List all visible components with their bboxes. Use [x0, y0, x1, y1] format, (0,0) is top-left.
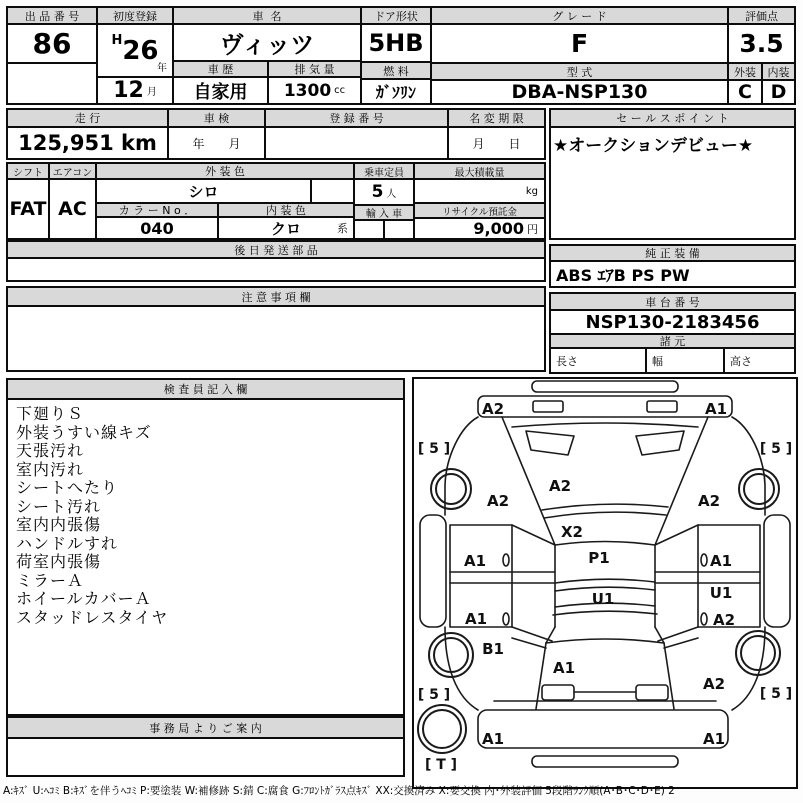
marker-hood: A1	[552, 659, 576, 677]
hood-side-left	[536, 643, 546, 709]
mileage-box	[6, 108, 169, 160]
later-parts-value	[8, 257, 544, 280]
max-load-value	[415, 178, 544, 202]
int-color-value: クロ 系	[217, 218, 353, 238]
shaken-header: 車 検	[169, 110, 264, 126]
marker-tire-front-left: [ 5 ]	[417, 687, 451, 703]
damage-code-legend: A:ｷｽﾞ U:ﾍｺﾐ B:ｷｽﾞを伴うﾍｺﾐ P:要塗装 W:補修跡 S:錆 C:腐食 G:ﾌﾛﾝﾄｶﾞﾗｽ点ｷｽﾞ XX:交換済み X:要交換 内･外装評価 5段階ﾗﾝｸ順(A･B･C･D･E) 2	[3, 785, 675, 797]
office-box	[6, 716, 405, 777]
marker-rear-bumper-right: A1	[704, 400, 728, 418]
a-pillar-left-1	[512, 627, 552, 641]
interior-grade: D	[761, 81, 794, 103]
door-shape-value: 5HB	[362, 23, 430, 61]
aircon-value: AC	[50, 178, 95, 238]
later-parts-box	[6, 240, 546, 282]
marker-quarter-left: A2	[486, 492, 510, 510]
rear-window-left	[526, 431, 574, 455]
import-car-header: 輸 入 車	[355, 204, 413, 219]
first-reg-header: 初度登録	[98, 8, 172, 23]
spec-width: 幅	[645, 349, 723, 372]
marker-door-rear-left: A1	[463, 552, 487, 570]
displacement-unit: cc	[334, 85, 346, 97]
tail-lamp-left	[533, 401, 563, 412]
exterior-header: 外装	[729, 64, 761, 79]
shift-value: FAT	[8, 178, 48, 238]
roof-top-edge	[555, 542, 655, 546]
inspector-note: 外装うすい線キズ	[16, 422, 152, 442]
marker-tire-rear-right: [ 5 ]	[759, 441, 793, 457]
spare-tire-inner	[423, 710, 461, 748]
shift-header: シフト	[8, 164, 48, 178]
equipment-value: ABS ｴｱB PS PW	[551, 260, 794, 286]
rocker-panel-left	[420, 515, 446, 627]
inspector-notes	[8, 398, 403, 714]
rear-glass-band-2	[544, 512, 666, 518]
rear-window-right	[636, 431, 684, 455]
door-handle-front-left	[503, 613, 509, 625]
rear-glass-band-1	[542, 504, 668, 510]
marker-spare-tire: [ T ]	[424, 757, 458, 773]
grille-right	[636, 685, 668, 700]
int-color-suffix: 系	[337, 222, 348, 235]
model-code-value: DBA-NSP130	[432, 79, 727, 103]
sales-point-header: セ ー ル ス ポ イ ン ト	[551, 110, 794, 126]
cautions-box	[6, 286, 546, 372]
max-load-header: 最大積載量	[415, 164, 544, 178]
car-name-box	[172, 6, 362, 105]
import-car-cell-1	[355, 221, 383, 238]
equipment-header: 純 正 装 備	[551, 246, 794, 260]
a-pillar-right-2	[664, 638, 698, 648]
sales-point-box	[549, 108, 796, 240]
marker-door-front-right: A2	[712, 611, 736, 629]
shaken-value: 年 月	[169, 126, 264, 158]
ext-color-header: 外 装 色	[97, 164, 353, 178]
capacity-box	[353, 162, 415, 240]
marker-fender-front-right: A2	[702, 675, 726, 693]
wheel-front-right	[736, 631, 780, 675]
marker-rear-bumper-left: A2	[481, 400, 505, 418]
aircon-header: エアコン	[50, 164, 95, 178]
shaken-box	[167, 108, 266, 160]
marker-rear-glass: A2	[548, 477, 572, 495]
roof-band-1	[555, 579, 655, 583]
marker-front-bumper-right: A1	[702, 730, 726, 748]
later-parts-header: 後 日 発 送 部 品	[8, 242, 544, 257]
door-shape-box	[360, 6, 432, 105]
ext-color-value: シロ	[188, 182, 219, 201]
first-reg-box	[96, 6, 174, 105]
wheel-rear-right-inner	[744, 474, 774, 504]
marker-tire-rear-left: [ 5 ]	[417, 441, 451, 457]
front-bumper	[478, 710, 728, 748]
name-change-value: 月 日	[449, 126, 544, 158]
spec-length: 長さ	[556, 354, 578, 368]
marker-fender-front-left: B1	[482, 640, 504, 658]
score-box	[727, 6, 796, 105]
marker-center-mid: U1	[591, 590, 615, 608]
capacity-unit: 人	[386, 188, 397, 200]
mileage-value: 125,951 km	[8, 126, 167, 158]
inspector-note: シート汚れ	[16, 496, 102, 516]
a-pillar-right-1	[658, 627, 698, 641]
grade-box	[430, 6, 729, 105]
sales-point-value: ★オークションデビュー★	[551, 126, 794, 238]
marker-hatch: X2	[560, 523, 584, 541]
door-handle-rear-left	[503, 554, 509, 566]
chassis-header: 車 台 番 号	[551, 294, 794, 309]
int-color-header: 内 装 色	[217, 204, 353, 216]
auction-no-box	[6, 6, 98, 105]
first-reg-month: 12 月	[98, 76, 172, 103]
car-top-view-diagram	[414, 379, 796, 787]
capacity-value: 5 人	[355, 178, 413, 204]
first-reg-month-unit: 月	[146, 87, 157, 98]
chassis-value: NSP130-2183456	[551, 309, 794, 333]
tail-lamp-right	[647, 401, 677, 412]
history-header: 車 歴	[174, 62, 267, 76]
office-header: 事 務 局 よ り ご 案 内	[8, 718, 403, 737]
name-change-box	[447, 108, 546, 160]
front-bumper-strip	[532, 756, 678, 767]
door-shape-header: ドア形状	[362, 8, 430, 23]
shift-box	[6, 162, 50, 240]
marker-front-bumper-left: A1	[481, 730, 505, 748]
wheel-front-right-inner	[741, 636, 775, 670]
grade-value: F	[432, 23, 727, 62]
car-name-value: ヴィッツ	[174, 23, 360, 60]
first-reg-year-unit: 年	[157, 63, 167, 74]
inspector-note: 荷室内張傷	[16, 552, 102, 571]
inspector-note: ハンドルすれ	[16, 533, 119, 553]
max-load-unit: kg	[525, 185, 538, 197]
rear-bumper-strip	[532, 381, 678, 392]
cautions-header: 注 意 事 項 欄	[8, 288, 544, 305]
wheel-rear-left-inner	[436, 474, 466, 504]
door-handle-front-right	[701, 613, 707, 625]
wheel-front-left-inner	[434, 638, 468, 672]
recycle-header: リサイクル預託金	[415, 202, 544, 217]
marker-roof: P1	[588, 549, 610, 567]
color-no-header: カ ラ ー N o ．	[97, 204, 217, 216]
max-load-box	[413, 162, 546, 240]
rocker-panel-right	[764, 515, 790, 627]
aircon-box	[48, 162, 97, 240]
inspector-note: 室内内張傷	[16, 515, 102, 534]
first-reg-era: H	[111, 33, 123, 48]
ext-color-extra	[310, 180, 353, 202]
name-change-header: 名 変 期 限	[449, 110, 544, 126]
fuel-value: ｶﾞｿﾘﾝ	[362, 78, 430, 103]
mileage-header: 走 行	[8, 110, 167, 126]
marker-quarter-right: A2	[697, 492, 721, 510]
first-reg-year: H 26 年	[98, 23, 172, 76]
windshield-top-2	[553, 611, 657, 615]
spec-height: 高さ	[723, 349, 794, 372]
inspector-note: 下廻りＳ	[16, 404, 85, 423]
grille-left	[542, 685, 574, 700]
color-box	[95, 162, 355, 240]
recycle-value: 9,000 円	[415, 217, 544, 238]
inspector-note: 室内汚れ	[16, 459, 85, 479]
specs-header: 諸 元	[551, 333, 794, 347]
marker-door-front-left: A1	[464, 610, 488, 628]
chassis-box	[549, 292, 796, 374]
damage-diagram-box	[412, 377, 798, 789]
auction-no-empty	[8, 62, 96, 103]
equipment-box	[549, 244, 796, 288]
displacement-header: 排 気 量	[267, 62, 360, 76]
recycle-unit: 円	[527, 222, 538, 236]
cautions-value	[8, 305, 544, 370]
displacement-value: 1300 cc	[267, 78, 360, 103]
rear-glass-top	[512, 423, 698, 427]
score-header: 評価点	[729, 8, 794, 23]
inspector-note: 天張汚れ	[16, 441, 85, 460]
office-value	[8, 737, 403, 775]
inspector-note: ミラーＡ	[16, 570, 85, 590]
auction-no-value: 86	[8, 23, 96, 62]
reg-no-header: 登 録 番 号	[266, 110, 447, 126]
grade-header: グ レ ー ド	[432, 8, 727, 23]
a-pillar-left-2	[512, 638, 546, 648]
marker-tire-front-right: [ 5 ]	[759, 686, 793, 702]
color-no-value: 040	[140, 218, 174, 238]
windshield-bottom	[546, 639, 664, 643]
marker-door-rear-right: A1	[709, 552, 733, 570]
history-value: 自家用	[193, 81, 248, 103]
spare-tire	[418, 705, 466, 753]
model-code-header: 型 式	[432, 62, 727, 79]
score-value: 3.5	[729, 23, 794, 62]
inspector-note: ホイールカバーＡ	[16, 589, 152, 608]
rear-panel	[478, 396, 732, 417]
door-handle-rear-right	[701, 554, 707, 566]
inspector-header: 検 査 員 記 入 欄	[8, 380, 403, 398]
inspector-note: スタッドレスタイヤ	[16, 607, 169, 627]
reg-no-box	[264, 108, 449, 160]
fuel-header: 燃 料	[362, 61, 430, 78]
car-name-header: 車 名	[174, 8, 360, 23]
hood-side-right	[664, 643, 674, 709]
import-car-cell-2	[383, 221, 413, 238]
auction-no-header: 出 品 番 号	[8, 8, 96, 23]
capacity-header: 乗車定員	[355, 164, 413, 178]
exterior-grade: C	[738, 81, 752, 103]
inspector-note: シートへたり	[16, 478, 119, 497]
marker-right-mid: U1	[709, 584, 733, 602]
inspector-box	[6, 378, 405, 716]
reg-no-value	[266, 126, 447, 158]
interior-header: 内装	[761, 64, 794, 79]
